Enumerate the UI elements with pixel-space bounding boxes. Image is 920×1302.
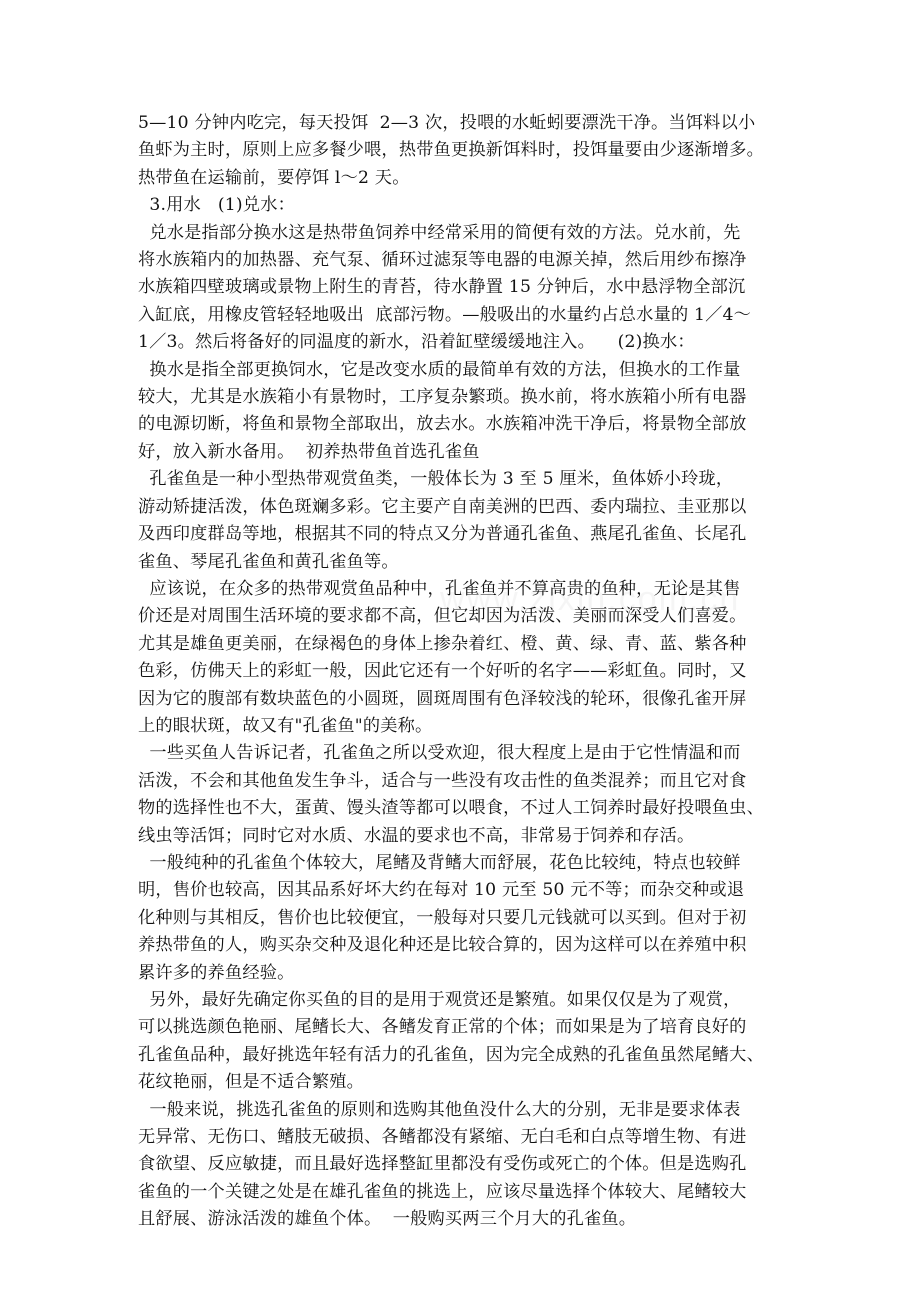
text-line: 孔雀鱼是一种小型热带观赏鱼类，一般体长为 3 至 5 厘米，鱼体娇小玲珑，: [138, 469, 734, 490]
text-line: 一般纯种的孔雀鱼个体较大，尾鳍及背鳍大而舒展，花色比较纯，特点也较鲜: [138, 852, 741, 873]
text-line: 雀鱼的一个关键之处是在雄孔雀鱼的挑选上，应该尽量选择个体较大、尾鳍较大: [138, 1181, 747, 1202]
text-line: 价还是对周围生活环境的要求都不高，但它却因为活泼、美丽而深受人们喜爱。: [138, 606, 747, 627]
text-line: 的电源切断，将鱼和景物全部取出，放去水。水族箱冲洗干净后，将景物全部放: [138, 414, 747, 435]
text-line: 5—10 分钟内吃完，每天投饵 2—3 次，投喂的水蚯蚓要漂洗干净。当饵料以小: [138, 113, 756, 133]
text-line: 换水是指全部更换饲水，它是改变水质的最简单有效的方法，但换水的工作量: [138, 359, 741, 380]
text-line: 将水族箱内的加热器、充气泵、循环过滤泵等电器的电源关掉，然后用纱布擦净: [138, 250, 747, 271]
text-line: 兑水是指部分换水这是热带鱼饲养中经常采用的简便有效的方法。兑水前，先: [138, 222, 741, 243]
text-line: 鱼虾为主时，原则上应多餐少喂，热带鱼更换新饵料时，投饵量要由少逐渐增多。: [138, 140, 764, 161]
text-line: 一些买鱼人告诉记者，孔雀鱼之所以受欢迎，很大程度上是由于它性情温和而: [138, 743, 741, 764]
text-line: 化种则与其相反，售价也比较便宜，一般每对只要几元钱就可以买到。但对于初: [138, 907, 747, 928]
text-line: 色彩，仿佛天上的彩虹一般，因此它还有一个好听的名字——彩虹鱼。同时，又: [138, 661, 747, 682]
text-line: 1／3。然后将备好的同温度的新水，沿着缸壁缓缓地注入。 (2)换水：: [138, 332, 695, 353]
text-line: 活泼，不会和其他鱼发生争斗，适合与一些没有攻击性的鱼类混养；而且它对食: [138, 770, 747, 791]
text-line: 应该说，在众多的热带观赏鱼品种中，孔雀鱼并不算高贵的鱼种，无论是其售: [138, 578, 741, 599]
text-line: 3.用水 (1)兑水：: [138, 195, 295, 216]
text-line: 尤其是雄鱼更美丽，在绿褐色的身体上掺杂着红、橙、黄、绿、青、蓝、紫各种: [138, 633, 747, 654]
text-line: 及西印度群岛等地，根据其不同的特点又分为普通孔雀鱼、燕尾孔雀鱼、长尾孔: [138, 524, 747, 545]
text-line: 上的眼状斑，故又有"孔雀鱼"的美称。: [138, 715, 433, 736]
text-line: 孔雀鱼品种，最好挑选年轻有活力的孔雀鱼，因为完全成熟的孔雀鱼虽然尾鳍大、: [138, 1044, 764, 1065]
text-line: 明，售价也较高，因其品系好坏大约在每对 10 元至 50 元不等；而杂交种或退: [138, 880, 745, 901]
text-line: 无异常、无伤口、鳍肢无破损、各鳍都没有紧缩、无白毛和白点等增生物、有进: [138, 1127, 747, 1148]
text-line: 水族箱四壁玻璃或景物上附生的青苔，待水静置 15 分钟后，水中悬浮物全部沉: [138, 277, 746, 298]
text-line: 热带鱼在运输前，要停饵 l～2 天。: [138, 167, 410, 188]
text-line: 另外，最好先确定你买鱼的目的是用于观赏还是繁殖。如果仅仅是为了观赏，: [138, 990, 741, 1010]
text-line: 线虫等活饵；同时它对水质、水温的要求也不高，非常易于饲养和存活。: [138, 825, 695, 846]
text-line: 可以挑选颜色艳丽、尾鳍长大、各鳍发育正常的个体；而如果是为了培育良好的: [138, 1017, 747, 1038]
text-line: 花纹艳丽，但是不适合繁殖。: [138, 1072, 365, 1093]
text-line: 累许多的养鱼经验。: [138, 962, 295, 983]
text-line: 好，放入新水备用。 初养热带鱼首选孔雀鱼: [138, 441, 480, 462]
text-line: 入缸底，用橡皮管轻轻地吸出 底部污物。—般吸出的水量约占总水量的 1／4～: [138, 304, 752, 325]
article-body: [138, 110, 786, 1234]
text-line: 且舒展、游泳活泼的雄鱼个体。 一般购买两三个月大的孔雀鱼。: [138, 1209, 637, 1230]
text-line: 食欲望、反应敏捷，而且最好选择整缸里都没有受伤或死亡的个体。但是选购孔: [138, 1154, 747, 1175]
text-line: 雀鱼、琴尾孔雀鱼和黄孔雀鱼等。: [138, 551, 399, 572]
text-line: 物的选择性也不大，蛋黄、馒头渣等都可以喂食，不过人工饲养时最好投喂鱼虫、: [138, 798, 764, 819]
text-line: 因为它的腹部有数块蓝色的小圆斑，圆斑周围有色泽较浅的轮环，很像孔雀开屏: [138, 688, 747, 709]
text-line: 较大，尤其是水族箱小有景物时，工序复杂繁琐。换水前，将水族箱小所有电器: [138, 387, 747, 408]
text-line: 游动矫捷活泼，体色斑斓多彩。它主要产自南美洲的巴西、委内瑞拉、圭亚那以: [138, 496, 747, 517]
text-line: 养热带鱼的人，购买杂交种及退化种还是比较合算的，因为这样可以在养殖中积: [138, 935, 747, 956]
text-line: 一般来说，挑选孔雀鱼的原则和选购其他鱼没什么大的分别，无非是要求体表: [138, 1099, 741, 1120]
